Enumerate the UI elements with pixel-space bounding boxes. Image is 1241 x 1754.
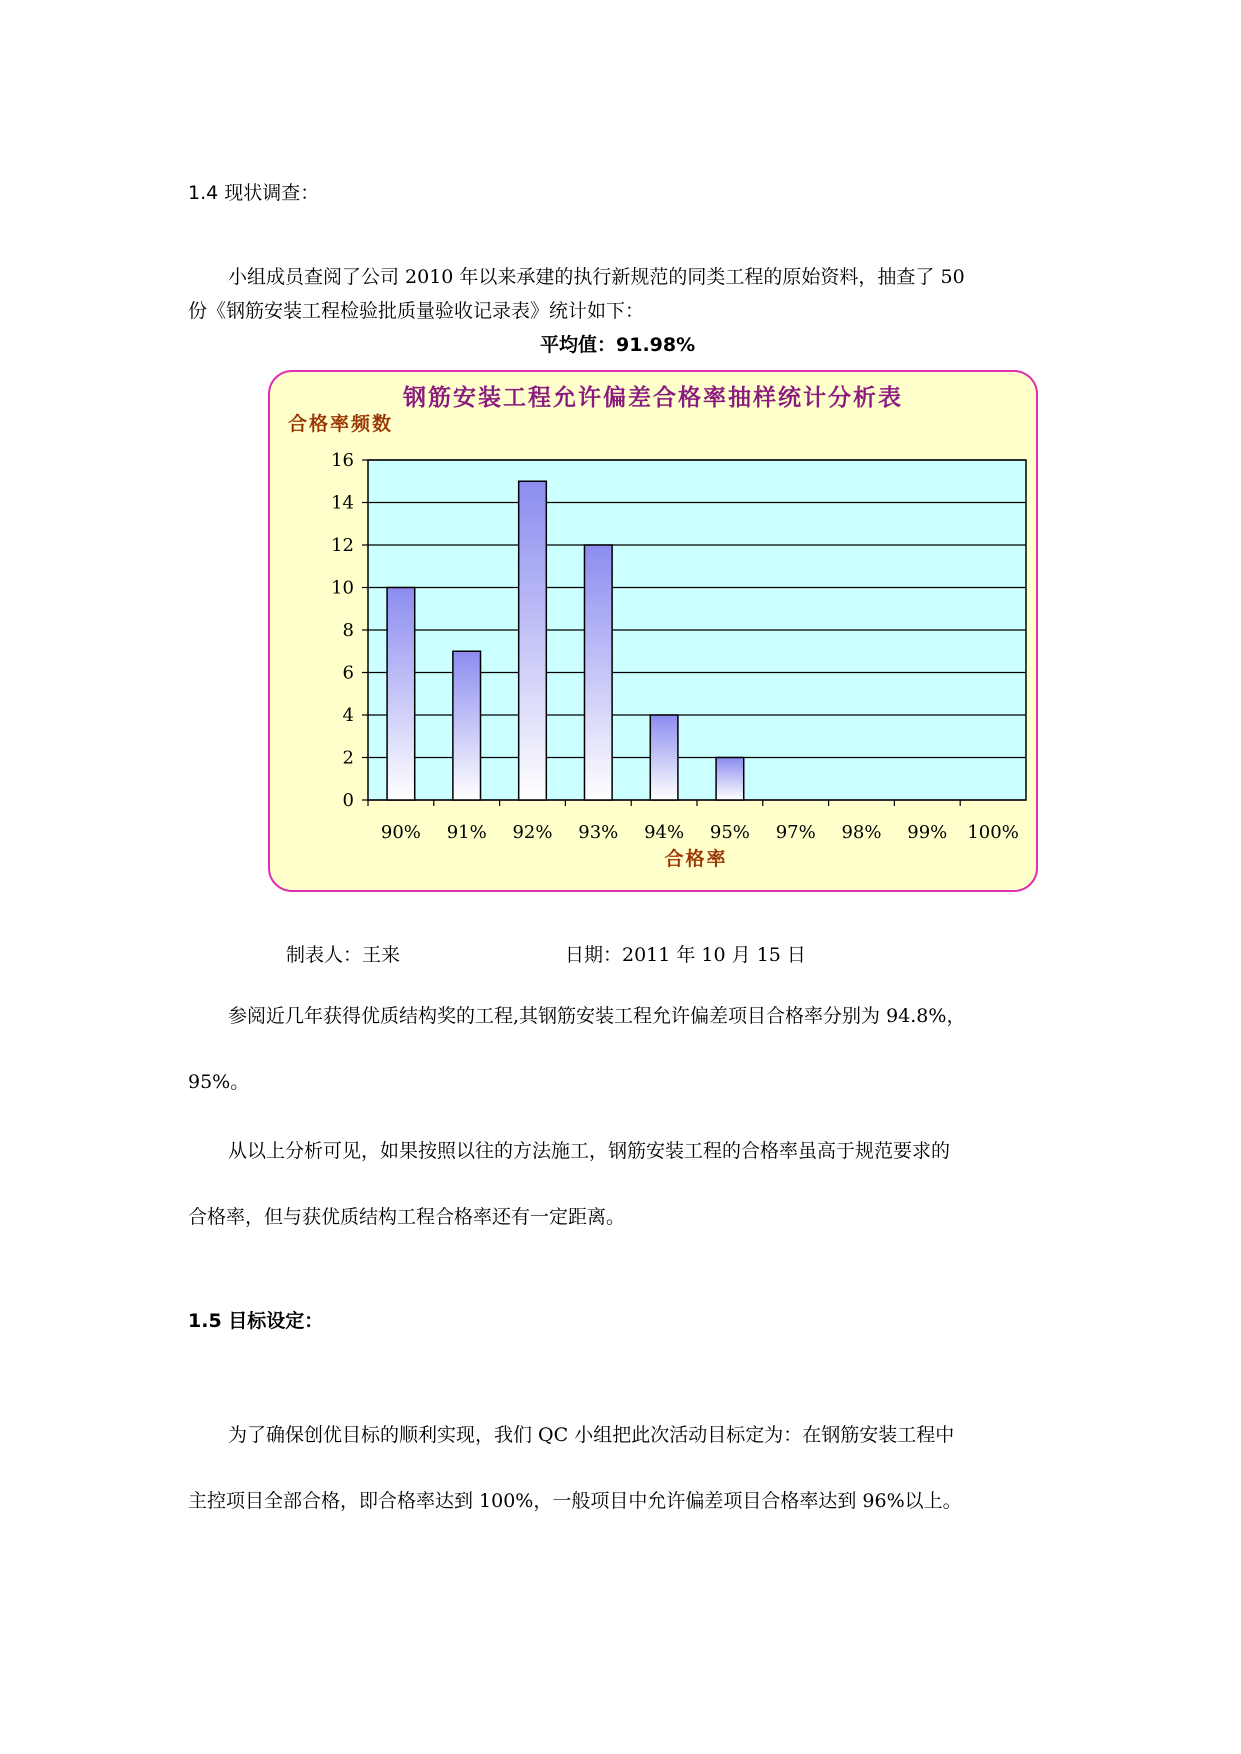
y-tick-label: 12 bbox=[331, 535, 354, 556]
chart-y-axis-label: 合格率频数 bbox=[288, 413, 394, 435]
table-date: 日期：2011 年 10 月 15 日 bbox=[565, 944, 806, 966]
x-tick-label: 95% bbox=[709, 822, 750, 843]
survey-paragraph-line-2: 份《钢筋安装工程检验批质量验收记录表》统计如下： bbox=[188, 300, 645, 322]
chart-frame bbox=[268, 370, 1038, 892]
bar bbox=[584, 545, 612, 800]
bar bbox=[453, 651, 481, 800]
survey-paragraph-line-1: 小组成员查阅了公司 2010 年以来承建的执行新规范的同类工程的原始资料，抽查了 50 bbox=[228, 266, 965, 288]
table-maker: 制表人：王来 bbox=[286, 944, 401, 966]
reference-paragraph-line-2: 95%。 bbox=[188, 1071, 250, 1093]
x-tick-label: 100% bbox=[967, 822, 1019, 843]
y-tick-label: 6 bbox=[342, 662, 354, 684]
bar bbox=[519, 481, 547, 800]
average-value: 平均值：91.98% bbox=[540, 334, 696, 356]
x-tick-label: 92% bbox=[512, 822, 553, 843]
x-tick-label: 91% bbox=[446, 822, 487, 843]
section-heading-1-4: 1.4 现状调查： bbox=[188, 182, 320, 204]
x-tick-label: 93% bbox=[578, 822, 619, 843]
y-tick-label: 8 bbox=[342, 620, 354, 641]
target-paragraph-line-1: 为了确保创优目标的顺利实现，我们 QC 小组把此次活动目标定为：在钢筋安装工程中 bbox=[228, 1424, 955, 1446]
analysis-paragraph-line-2: 合格率，但与获优质结构工程合格率还有一定距离。 bbox=[188, 1206, 626, 1228]
bar bbox=[387, 588, 415, 801]
y-tick-label: 10 bbox=[331, 577, 354, 599]
x-tick-label: 90% bbox=[380, 822, 421, 843]
bar-chart bbox=[270, 372, 1036, 890]
y-tick-label: 14 bbox=[331, 492, 354, 514]
bar bbox=[650, 715, 678, 800]
section-heading-1-5: 1.5 目标设定： bbox=[188, 1310, 324, 1332]
y-tick-label: 4 bbox=[342, 705, 354, 726]
target-paragraph-line-2: 主控项目全部合格，即合格率达到 100%，一般项目中允许偏差项目合格率达到 96%以上。 bbox=[188, 1490, 962, 1512]
chart-x-axis-label: 合格率 bbox=[664, 848, 728, 870]
y-tick-label: 2 bbox=[342, 747, 354, 769]
x-tick-label: 97% bbox=[775, 822, 816, 843]
x-tick-label: 98% bbox=[841, 822, 882, 843]
y-tick-label: 16 bbox=[331, 450, 354, 471]
bar bbox=[716, 758, 744, 801]
y-tick-label: 0 bbox=[342, 790, 354, 811]
reference-paragraph-line-1: 参阅近几年获得优质结构奖的工程,其钢筋安装工程允许偏差项目合格率分别为 94.8%， bbox=[228, 1005, 966, 1027]
x-tick-label: 94% bbox=[644, 822, 685, 843]
chart-title: 钢筋安装工程允许偏差合格率抽样统计分析表 bbox=[403, 385, 903, 411]
analysis-paragraph-line-1: 从以上分析可见，如果按照以往的方法施工，钢筋安装工程的合格率虽高于规范要求的 bbox=[228, 1140, 951, 1162]
x-tick-label: 99% bbox=[907, 822, 948, 843]
